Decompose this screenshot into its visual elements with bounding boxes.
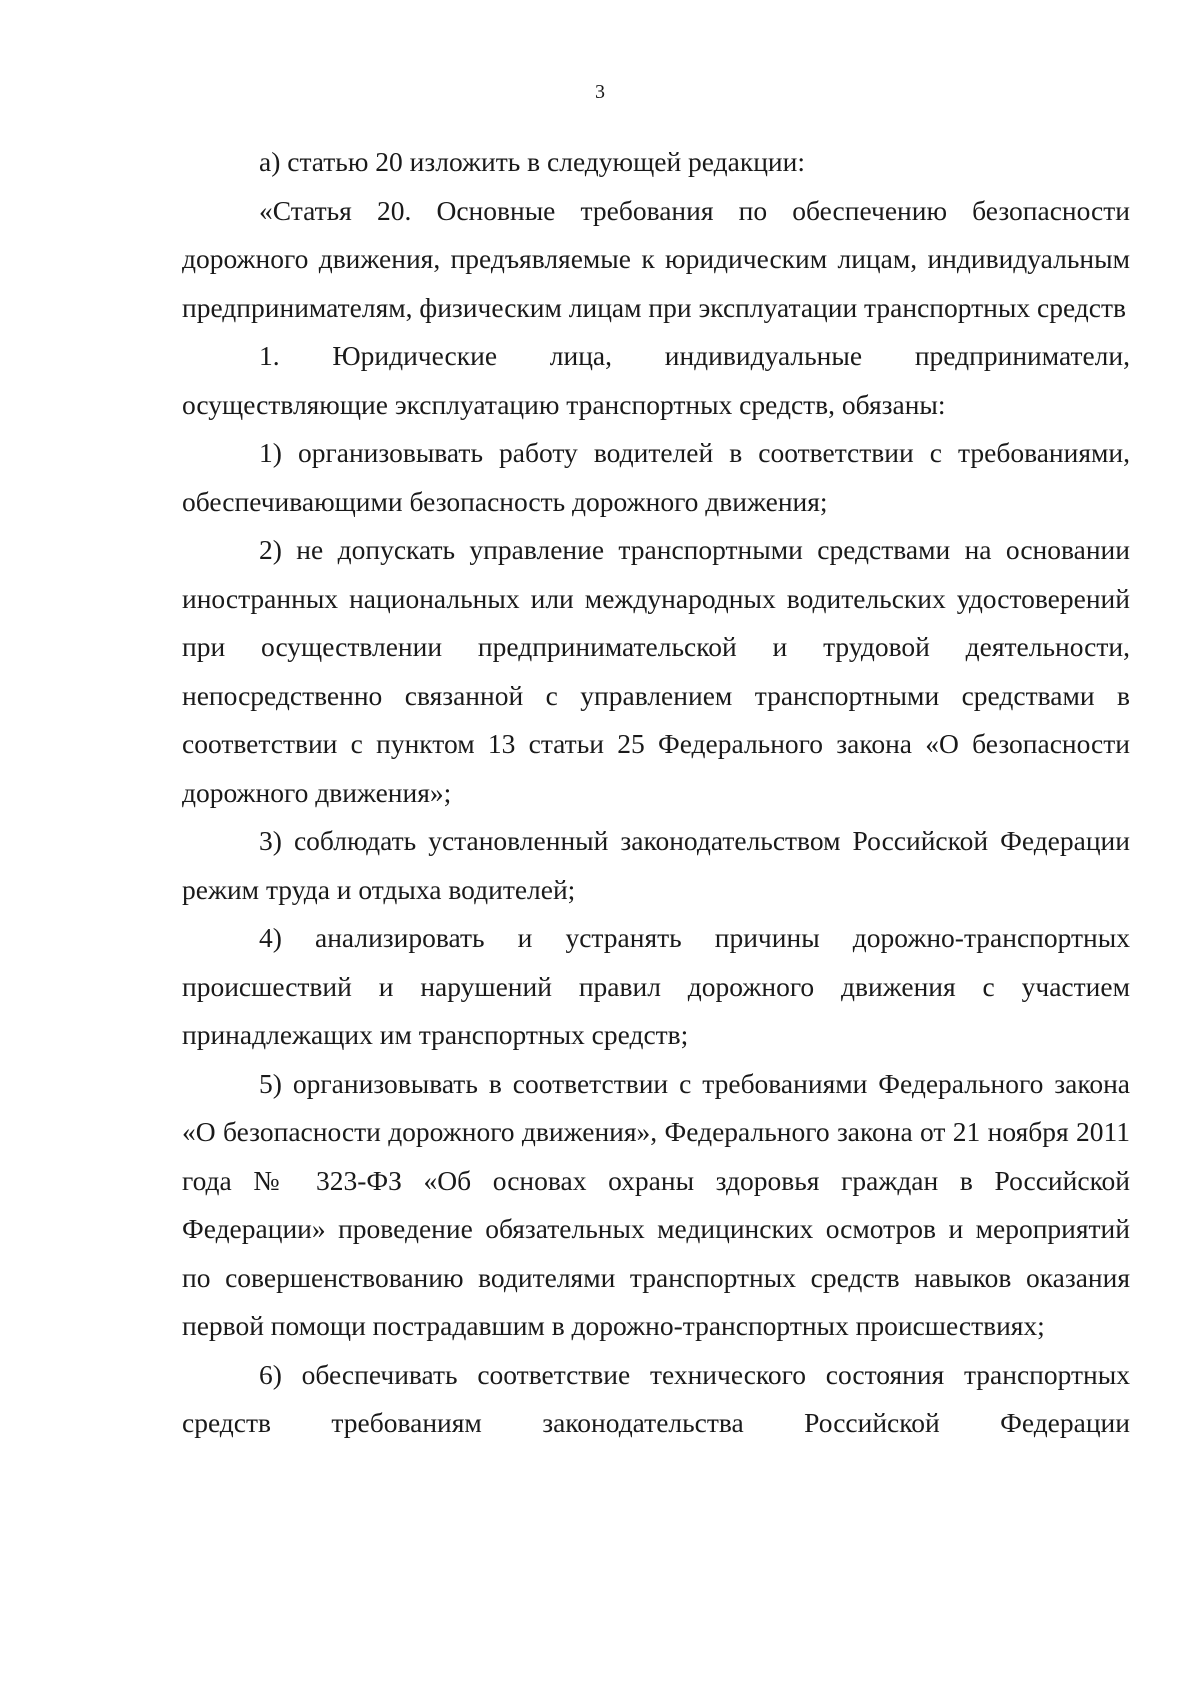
paragraph-item-2: 2) не допускать управление транспортными средствами на основании иностранных национальных или международных водительских удостоверений при осуществлении предпринимательской и трудовой деятельности, непосредственно связанной с управлением транспортными средствами в соответствии с пунктом 13 статьи 25 Федерального закона «О безопасности дорожного движения»;	[182, 534, 1130, 808]
paragraph-item-4: 4) анализировать и устранять причины дорожно-транспортных происшествий и нарушений правил дорожного движения с участием принадлежащих им транспортных средств;	[182, 922, 1130, 1050]
page-number: 3	[595, 81, 605, 103]
paragraph-article-heading: «Статья 20. Основные требования по обеспечению безопасности дорожного движения, предъявляемые к юридическим лицам, индивидуальным предпринимателям, физическим лицам при эксплуатации транспортных средств	[182, 194, 1130, 323]
paragraph-item-3: 3) соблюдать установленный законодательством Российской Федерации режим труда и отдыха водителей;	[182, 825, 1130, 905]
paragraph-item-1: 1) организовывать работу водителей в соответствии с требованиями, обеспечивающими безопасность дорожного движения;	[182, 437, 1130, 517]
paragraph-item-6: 6) обеспечивать соответствие технического состояния транспортных средств требованиям законодательства Российской Федерации	[182, 1358, 1130, 1438]
paragraph-clause-1: 1. Юридические лица, индивидуальные предприниматели, осуществляющие эксплуатацию транспортных средств, обязаны:	[182, 340, 1130, 420]
paragraph-item-5: 5) организовывать в соответствии с требованиями Федерального закона «О безопасности дорожного движения», Федерального закона от 21 ноября 2011 года № 323-ФЗ «Об основах охраны здоровья граждан в Российской Федерации» проведение обязательных медицинских осмотров и мероприятий по совершенствованию водителями транспортных средств навыков оказания первой помощи пострадавшим в дорожно-транспортных происшествиях;	[182, 1067, 1130, 1341]
document-body	[182, 138, 1130, 1448]
paragraph-amendment-intro: а) статью 20 изложить в следующей редакции:	[259, 146, 805, 177]
